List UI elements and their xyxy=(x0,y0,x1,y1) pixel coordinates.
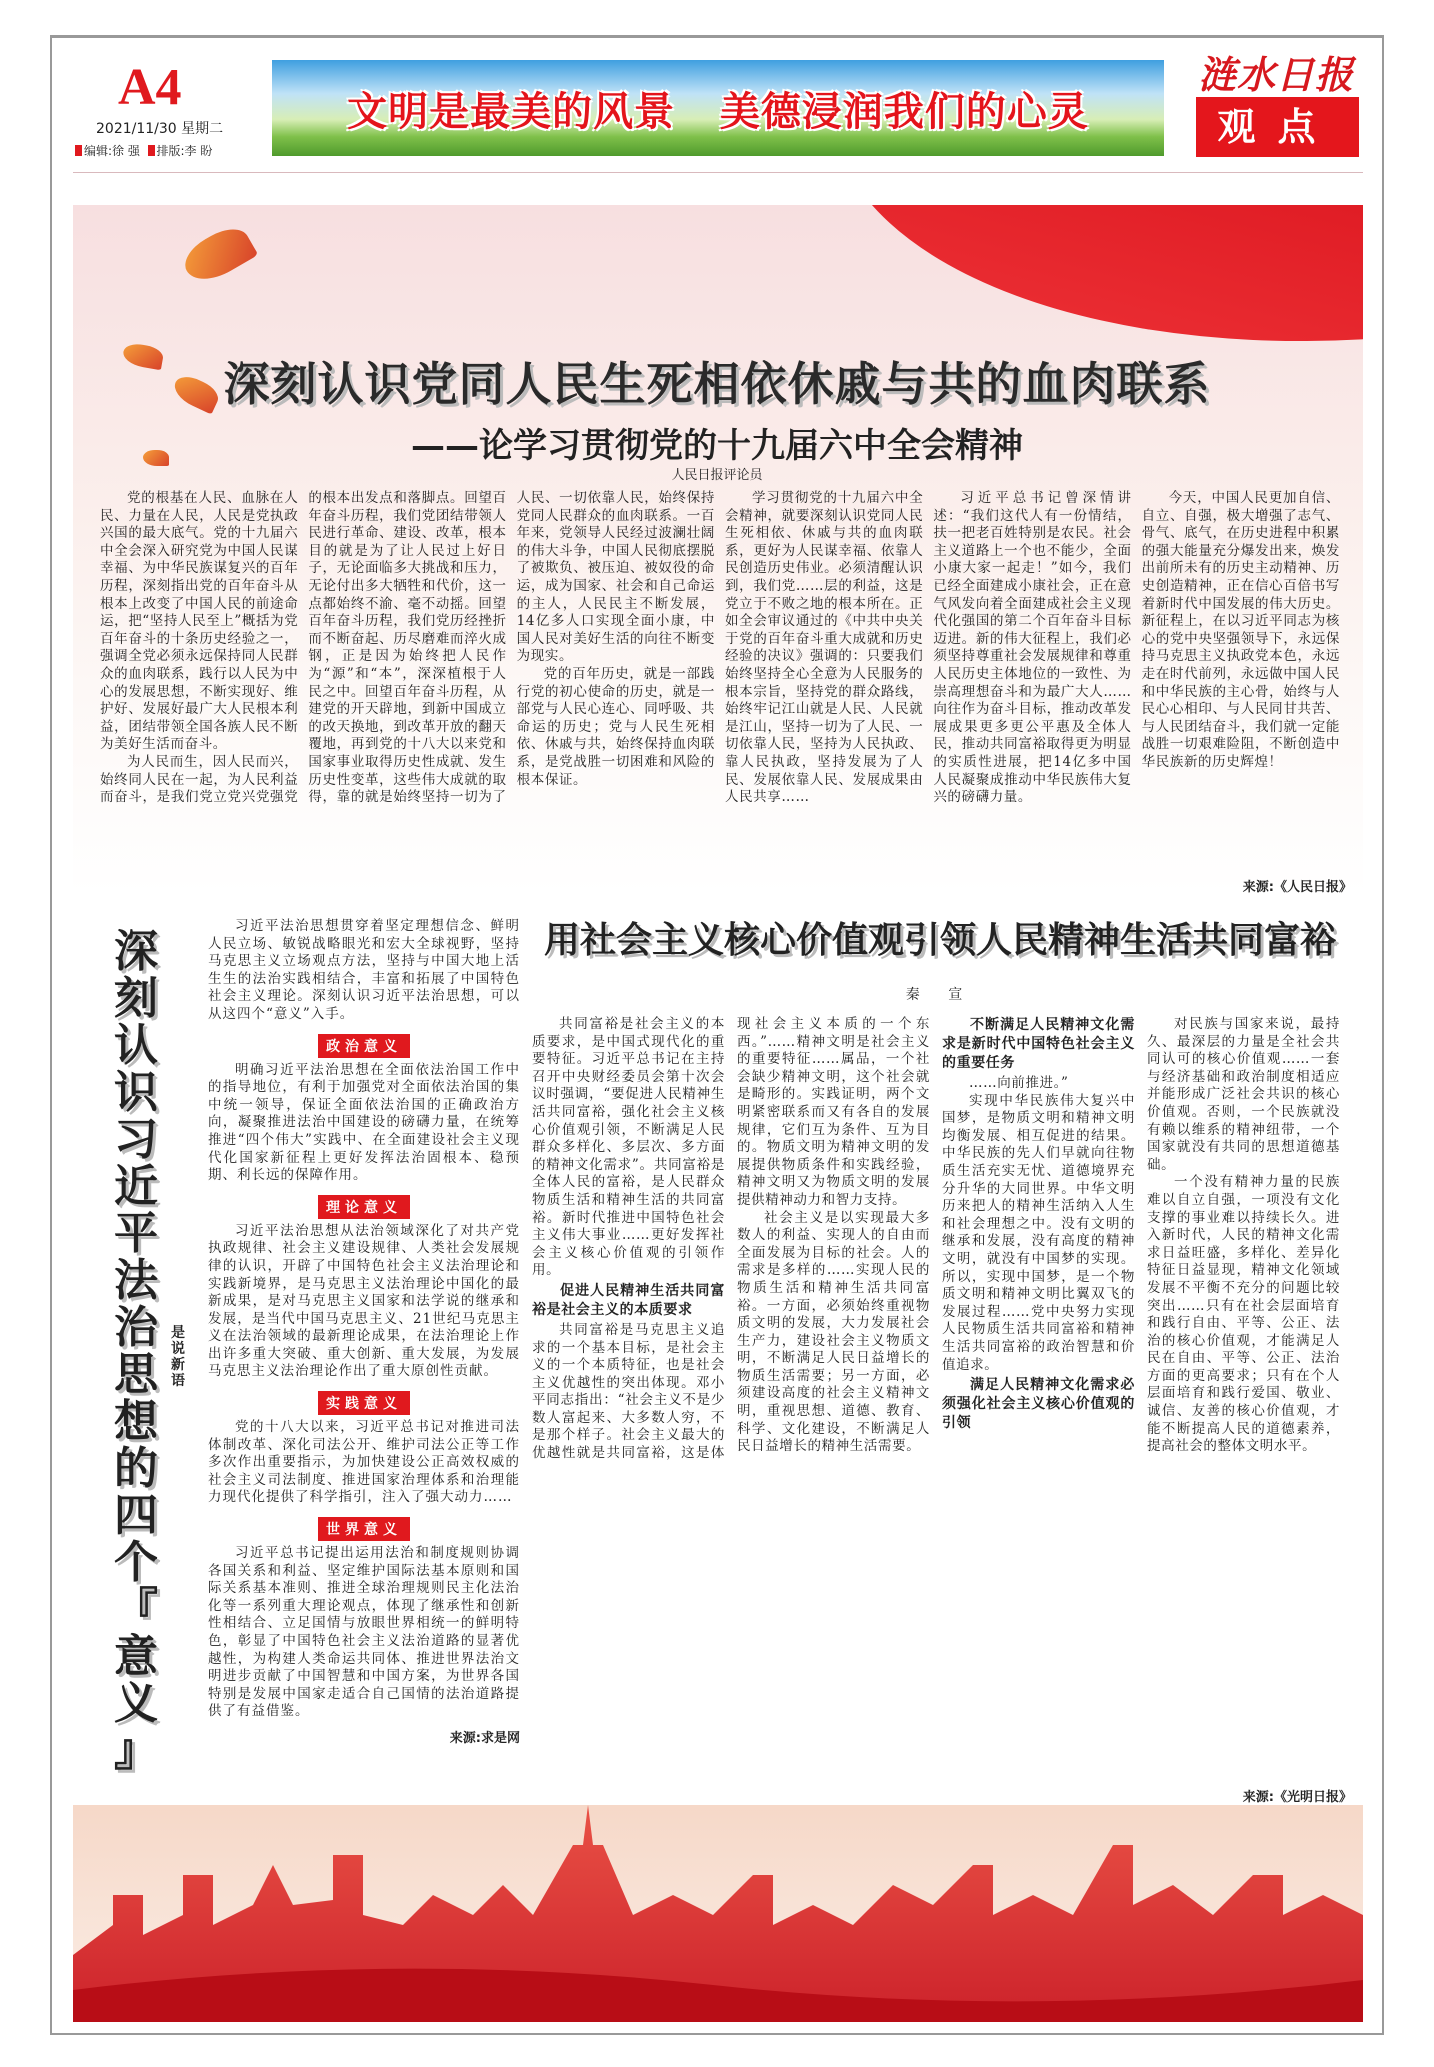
paragraph: 习近平总书记曾深情讲述：“我们这代人有一份情结，扶一把老百姓特别是农民。社会主义道路上一个也不能少，全面小康大家一起走！”如今，我们已经全面建成小康社会，正在意气风发向着全面建成社会主义现代化强国的第二个百年奋斗目标迈进。新的伟大征程上，我们必须坚持尊重社会发展规律和尊重人民历史主体地位的一致性、为崇高理想奋斗和为最广大人……向往作为奋斗目标，推动改革发展成果更多更公平惠及全体人民，推动共同富裕取得更为明显的实质性进展，把14亿多中国人民凝聚成推动中华民族伟大复兴的磅礴力量。 xyxy=(933,490,1132,806)
section-tag: 世界意义 xyxy=(318,1517,410,1541)
section-text xyxy=(208,1419,520,1507)
subheading: 满足人民精神文化需求必须强化社会主义核心价值观的引领 xyxy=(942,1377,1135,1432)
section-text xyxy=(208,1062,520,1185)
layout-editor: 排版:李 盼 xyxy=(156,144,213,158)
title-character: 想 xyxy=(114,1396,158,1447)
paragraph: 习近平总书记提出运用法治和制度规则协调各国关系和利益、坚定维护国际法基本原则和国际关系基本准则、推进全球治理规则民主化法治化等一系列重大理论观点，体现了继承性和创新性相结合、立足国情与放眼世界相统一的鲜明特色，彰显了中国特色社会主义法治道路的显著优越性，为构建人类命运共同体、推进世界法治文明进步贡献了中国智慧和中国方案，为世界各国特别是发展中国家走适合自己国情的法治道路提供了有益借鉴。 xyxy=(208,1545,520,1720)
article2-intro xyxy=(208,918,520,1024)
title-character: 义 xyxy=(114,1678,158,1729)
article2-source: 来源:求是网 xyxy=(449,1730,520,1746)
title-character: 思 xyxy=(114,1349,158,1400)
dove-icon xyxy=(178,220,259,290)
article1-subtitle: ——论学习贯彻党的十九届六中全会精神 xyxy=(411,426,1023,466)
section-text xyxy=(208,1223,520,1381)
header-divider xyxy=(73,172,1363,173)
title-character: 认 xyxy=(114,1020,158,1071)
page-number: A4 xyxy=(118,59,182,116)
paragraph: 党的根基在人民、血脉在人民、力量在人民，人民是党执政兴国的最大底气。党的十九届六中全会深入研究党为中国人民谋幸福、为中华民族谋复兴的百年历程，深刻指出党的百年奋斗从根本上改变了中国人民的前途命运，把“坚持人民至上”概括为党百年奋斗的十条历史经验之一，强调全党必须永远保持同人民群众的血肉联系，践行以人民为中心的发展思想，不断实现好、维护好、发展好最广大人民根本利益，团结带领全国各族人民不断为美好生活而奋斗。 xyxy=(100,490,299,753)
section-label: 观点 xyxy=(1196,97,1359,157)
paragraph: 习近平法治思想贯穿着坚定理想信念、鲜明人民立场、敏锐战略眼光和宏大全球视野，坚持马克思主义立场观点方法，坚持与中国大地上活生生的法治实践相结合，丰富和拓展了中国特色社会主义理论。深刻认识习近平法治思想，可以从这四个“意义”入手。 xyxy=(208,918,520,1022)
title-character: 『 xyxy=(114,1584,158,1635)
paragraph: 共同富裕是马克思主义追求的一个基本目标，是社会主义的一个本质特征，也是社会主义优越性的突出体现。邓小平同志指出：“社会主义不是少数人富起来、大多数人穷，不是那个样子。社会主义最大的优越性就是共同富裕，这是体现社会主义本质的一个东西。”……精神文明是社会主义的重要特征……属品，一个社会缺少精神文明，这个社会就是畸形的。实践证明，两个文明紧密联系而又有各自的发展规律，它们互为条件、互为目的。物质文明为精神文明的发展提供物质条件和实践经验，精神文明又为物质文明的发展提供精神动力和智力支持。 xyxy=(532,1016,930,1462)
section-tag: 理论意义 xyxy=(318,1195,410,1219)
city-skyline-illustration xyxy=(73,1805,1363,2022)
paragraph: 学习贯彻党的十九届六中全会精神，就要深刻认识党同人民生死相依、休戚与共的血肉联系，更好为人民谋幸福、依靠人民创造历史伟业。必须清醒认识到，我们党……层的利益，这是党立于不败之地的根本所在。正如全会审议通过的《中共中央关于党的百年奋斗重大成就和历史经验的决议》强调的：只要我们始终坚持全心全意为人民服务的根本宗旨，坚持党的群众路线，始终牢记江山就是人民、人民就是江山，坚持一切为了人民、一切依靠人民，坚持为人民执政、靠人民执政，坚持发展为了人民、发展依靠人民、发展成果由人民共享…… xyxy=(724,490,924,806)
editor-credits xyxy=(75,142,212,159)
red-square-icon xyxy=(148,145,155,156)
title-character: 刻 xyxy=(114,973,158,1024)
article3-byline: 秦 宣 xyxy=(905,987,975,1003)
issue-date: 2021/11/30 星期二 xyxy=(96,121,224,137)
article3-source: 来源:《光明日报》 xyxy=(1242,1790,1352,1805)
article3-body xyxy=(532,1016,1340,1463)
editor: 编辑:徐 强 xyxy=(84,144,140,158)
section-text xyxy=(208,1545,520,1721)
article1-body xyxy=(100,490,1340,807)
section-tag: 实践意义 xyxy=(318,1391,410,1415)
title-character: 』 xyxy=(114,1725,158,1776)
paragraph: 共同富裕是社会主义的本质要求，是中国式现代化的重要特征。习近平总书记在主持召开中央财经委员会第十次会议时强调，“要促进人民精神生活共同富裕，强化社会主义核心价值观引领，不断满足人民群众多样化、多层次、多方面的精神文化需求”。共同富裕是全体人民的富裕，是人民群众物质生活和精神生活的共同富裕。新时代推进中国特色社会主义伟大事业……更好发挥社会主义核心价值观的引领作用。 xyxy=(532,1016,725,1279)
paragraph: 对民族与国家来说，最持久、最深层的力量是全社会共同认可的核心价值观……一套与经济基础和政治制度相适应并能形成广泛社会共识的核心价值观。否则，一个民族就没有赖以维系的精神纽带，一个国家就没有共同的思想道德基础。 xyxy=(1147,1016,1340,1173)
subheading: 不断满足人民精神文化需求是新时代中国特色社会主义的重要任务 xyxy=(942,1017,1135,1071)
paragraph: 社会主义是以实现最大多数人的利益、实现人的自由而全面发展为目标的社会。人的需求是多样的……实现人民的物质生活和精神生活共同富裕。一方面，必须始终重视物质文明的发展，大力发展社会生产力，建设社会主义物质文明，不断满足人民日益增长的物质生活需要；另一方面，必须建设高度的社会主义精神文明，重视思想、道德、教育、科学、文化建设，不断满足人民日益增长的精神生活需要。 xyxy=(737,1209,930,1455)
article1-title: 深刻认识党同人民生死相依休戚与共的血肉联系 xyxy=(223,357,1211,411)
slogan-banner xyxy=(272,60,1164,156)
article2-body xyxy=(208,918,520,1746)
paragraph: 党的十八大以来，习近平总书记对推进司法体制改革、深化司法公开、维护司法公正等工作多次作出重要指示，为加快建设公正高效权威的社会主义司法制度、推进国家治理体系和治理能力现代化提供了科学指引，注入了强大动力…… xyxy=(208,1419,520,1506)
banner-slogan: 文明是最美的风景 美德浸润我们的心灵 xyxy=(347,88,1089,135)
newspaper-logo: 涟水日报 xyxy=(1198,52,1355,97)
paragraph: 实现中华民族伟大复兴中国梦，是物质文明和精神文明均衡发展、相互促进的结果。中华民族的先人们早就向往物质生活充实无忧、道德境界充分升华的大同世界。中华文明历来把人的精神生活纳入人生和社会理想之中。没有文明的继承和发展，没有高度的精神文明，就没有中国梦的实现。所以，实现中国梦，是一个物质文明和精神文明比翼双飞的发展过程……党中央努力实现人民物质生活共同富裕和精神生活共同富裕的政治智慧和价值追求。 xyxy=(942,1092,1135,1373)
title-character: 近 xyxy=(114,1161,158,1212)
paragraph: 习近平法治思想从法治领域深化了对共产党执政规律、社会主义建设规律、人类社会发展规律的认识，开辟了中国特色社会主义法治理论和实践新境界，是马克思主义法治理论中国化的最新成果，是对马克思主义国家和法学说的继承和发展，是当代中国马克思主义、21世纪马克思主义在法治领域的最新理论成果，在法治理论上作出许多重大突破、重大创新、重大发展，为发展马克思主义法治理论作出了重大原创性贡献。 xyxy=(208,1222,520,1380)
paragraph: 今天，中国人民更加自信、自立、自强，极大增强了志气、骨气、底气，在历史进程中积累的强大能量充分爆发出来，焕发出前所未有的历史主动精神、历史创造精神，正在信心百倍书写着新时代中国发展的伟大历史。新征程上，在以习近平同志为核心的党中央坚强领导下，永远保持马克思主义执政党本色，永远走在时代前列，永远做中国人民和中华民族的主心骨，始终与人民心心相印、与人民同甘共苦、与人民团结奋斗，我们就一定能战胜一切艰难险阻，不断创造中华民族新的历史辉煌！ xyxy=(1141,490,1340,770)
column-label: 是说新语 xyxy=(171,1325,185,1389)
title-character: 深 xyxy=(114,926,158,977)
article2-vertical-title xyxy=(105,928,167,1774)
paragraph: 明确习近平法治思想在全面依法治国工作中的指导地位，有利于加强党对全面依法治国的集中统一领导，保证全面依法治国的正确政治方向，凝聚推进法治中国建设的磅礴力量，在统筹推进“四个伟大”实践中、在全面建设社会主义现代化国家新征程上更好发挥法治固根本、稳预期、利长远的保障作用。 xyxy=(208,1061,520,1184)
title-character: 的 xyxy=(114,1443,158,1494)
title-character: 意 xyxy=(114,1631,158,1682)
title-character: 识 xyxy=(114,1067,158,1118)
section-tag: 政治意义 xyxy=(318,1034,410,1058)
title-character: 平 xyxy=(114,1208,158,1259)
article3-title: 用社会主义核心价值观引领人民精神生活共同富裕 xyxy=(543,920,1336,961)
title-character: 治 xyxy=(114,1302,158,1353)
title-character: 四 xyxy=(114,1490,158,1541)
article1-byline: 人民日报评论员 xyxy=(671,468,763,483)
subheading: 促进人民精神生活共同富裕是社会主义的本质要求 xyxy=(532,1282,725,1318)
title-character: 习 xyxy=(114,1114,158,1165)
article1-source: 来源:《人民日报》 xyxy=(1242,880,1352,895)
paragraph: ……向前推进。” xyxy=(969,1075,1069,1091)
paragraph: 一个没有精神力量的民族难以自立自强，一项没有文化支撑的事业难以持续长久。进入新时代，人民的精神文化需求日益旺盛，多样化、差异化特征日益显现，精神文化领域发展不平衡不充分的问题比较突出……只有在社会层面培育和践行自由、平等、公正、法治的核心价值观，才能满足人民在自由、平等、公正、法治方面的更高要求；只有在个人层面培育和践行爱国、敬业、诚信、友善的核心价值观，才能不断提高人民的道德素养，提高社会的整体文明水平。 xyxy=(1147,1174,1340,1455)
paragraph: 党的百年历史，就是一部践行党的初心使命的历史，就是一部党与人民心连心、同呼吸、共命运的历史；党与人民生死相依、休戚与共，始终保持血肉联系，是党战胜一切困难和风险的根本保证。 xyxy=(516,665,715,788)
paragraph: 为人民而生，因人民而兴，始终同人民在一起，为人民利益而奋斗，是我们党立党兴党强党的根本出发点和落脚点。回望百年奋斗历程，我们党团结带领人民进行革命、建设、改革，根本目的就是为了让人民过上好日子，无论面临多大挑战和压力，无论付出多大牺牲和代价，这一点都始终不渝、毫不动摇。回望百年奋斗历程，我们党历经挫折而不断奋起、历尽磨难而淬火成钢，正是因为始终把人民作为“源”和“本”，深深植根于人民之中。回望百年奋斗历程，从建党的开天辟地，到新中国成立的改天换地，到改革开放的翻天覆地，再到党的十八大以来党和国家事业取得历史性成就、发生历史性变革，这些伟大成就的取得，靠的就是始终坚持一切为了人民、一切依靠人民，始终保持党同人民群众的血肉联系。一百年来，党领导人民经过波澜壮阔的伟大斗争，中国人民彻底摆脱了被欺负、被压迫、被奴役的命运，成为国家、社会和自己命运的主人，人民民主不断发展，14亿多人口实现全面小康，中国人民对美好生活的向往不断变为现实。 xyxy=(100,490,715,806)
title-character: 法 xyxy=(114,1255,158,1306)
red-square-icon xyxy=(75,145,82,156)
title-character: 个 xyxy=(114,1537,158,1588)
